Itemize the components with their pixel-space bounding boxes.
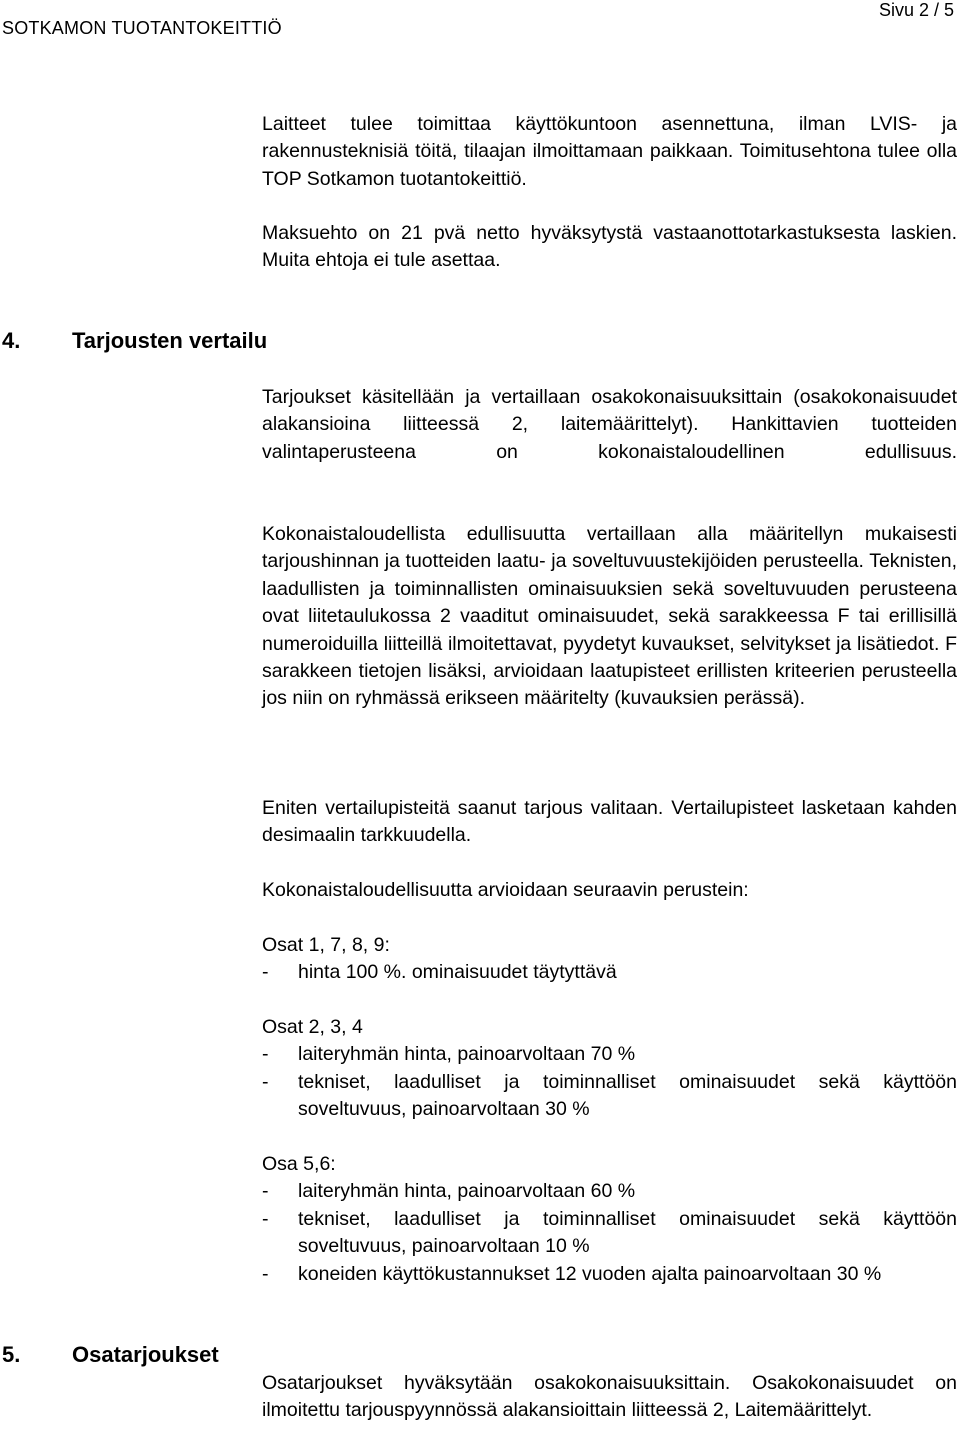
comparison-basis-paragraph: Tarjoukset käsitellään ja vertaillaan osakokonaisuuksittain (osakokonaisuudet alakansioina liitteessä 2, laitemäärittelyt). Hankittavien tuotteiden valintaperusteena on kokonaistaloudellinen edullisuus. [262,386,957,463]
criteria-group-2 [262,1014,957,1124]
evaluation-block [262,521,957,713]
criteria-group-1 [262,932,957,987]
section-4-heading [2,328,267,354]
criteria-intro-paragraph: Kokonaistaloudellisuutta arvioidaan seuraavin perustein: [262,879,749,901]
criteria-group-label: Osat 2, 3, 4 [262,1016,363,1038]
comparison-basis-block [262,384,957,466]
criteria-item: - koneiden käyttökustannukset 12 vuoden ajalta painoarvoltaan 30 % [262,1261,957,1288]
section-4-number: 4. [2,328,21,353]
document-header-title: SOTKAMON TUOTANTOKEITTIÖ [2,18,282,38]
selection-paragraph: Eniten vertailupisteitä saanut tarjous valitaan. Vertailupisteet lasketaan kahden desimaalin tarkkuudella. [262,797,957,847]
criteria-list [262,959,957,986]
payment-block [262,220,957,275]
payment-terms-paragraph: Maksuehto on 21 pvä netto hyväksytystä vastaanottotarkastuksesta laskien. Muita ehtoja ei tule asettaa. [262,222,957,272]
evaluation-paragraph: Kokonaistaloudellista edullisuutta vertaillaan alla määritellyn mukaisesti tarjoushinnan ja tuotteiden laatu- ja soveltuvuustekijöiden perusteella. Teknisten, laadullisten ja toiminnallisten ominaisuuksien sekä soveltuvuuden perusteena ovat liitetaulukossa 2 vaaditut ominaisuudet, sekä sarakkeessa F tai erillisillä numeroiduilla liitteillä ilmoitettavat, pyydetyt kuvaukset, selvitykset ja lisätiedot. F sarakkeen tietojen lisäksi, arvioidaan laatupisteet erillisten kriteerien perusteella jos niin on ryhmässä erikseen määritelty (kuvauksien perässä). [262,523,957,710]
criteria-item: - hinta 100 %. ominaisuudet täytyttävä [262,959,957,986]
criteria-intro-block [262,877,957,904]
criteria-list [262,1041,957,1123]
criteria-item: - laiteryhmän hinta, painoarvoltaan 70 % [262,1041,957,1068]
criteria-group-label: Osa 5,6: [262,1153,336,1175]
section-4-title: Tarjousten vertailu [72,328,268,353]
section-5-title: Osatarjoukset [72,1342,219,1367]
criteria-item: - tekniset, laadulliset ja toiminnalliset ominaisuudet sekä käyttöön soveltuvuus, painoarvoltaan 10 % [262,1206,957,1261]
criteria-item: - tekniset, laadulliset ja toiminnalliset ominaisuudet sekä käyttöön soveltuvuus, painoarvoltaan 30 % [262,1069,957,1124]
criteria-group-3 [262,1151,957,1288]
criteria-list [262,1178,957,1288]
selection-block [262,795,957,850]
section-5-number: 5. [2,1342,21,1367]
partial-offers-paragraph: Osatarjoukset hyväksytään osakokonaisuuksittain. Osakokonaisuudet on ilmoitettu tarjouspyynnössä alakansioittain liitteessä 2, Laitemäärittelyt. [262,1372,957,1422]
criteria-item: - laiteryhmän hinta, painoarvoltaan 60 % [262,1178,957,1205]
page-number: Sivu 2 / 5 [878,0,954,20]
intro-block [262,111,957,193]
delivery-paragraph: Laitteet tulee toimittaa käyttökuntoon asennettuna, ilman LVIS- ja rakennusteknisiä töitä, tilaajan ilmoittamaan paikkaan. Toimitusehtona tulee olla TOP Sotkamon tuotantokeittiö. [262,113,957,190]
partial-offers-block [262,1370,957,1425]
section-5-heading [2,1342,219,1368]
criteria-group-label: Osat 1, 7, 8, 9: [262,934,390,956]
